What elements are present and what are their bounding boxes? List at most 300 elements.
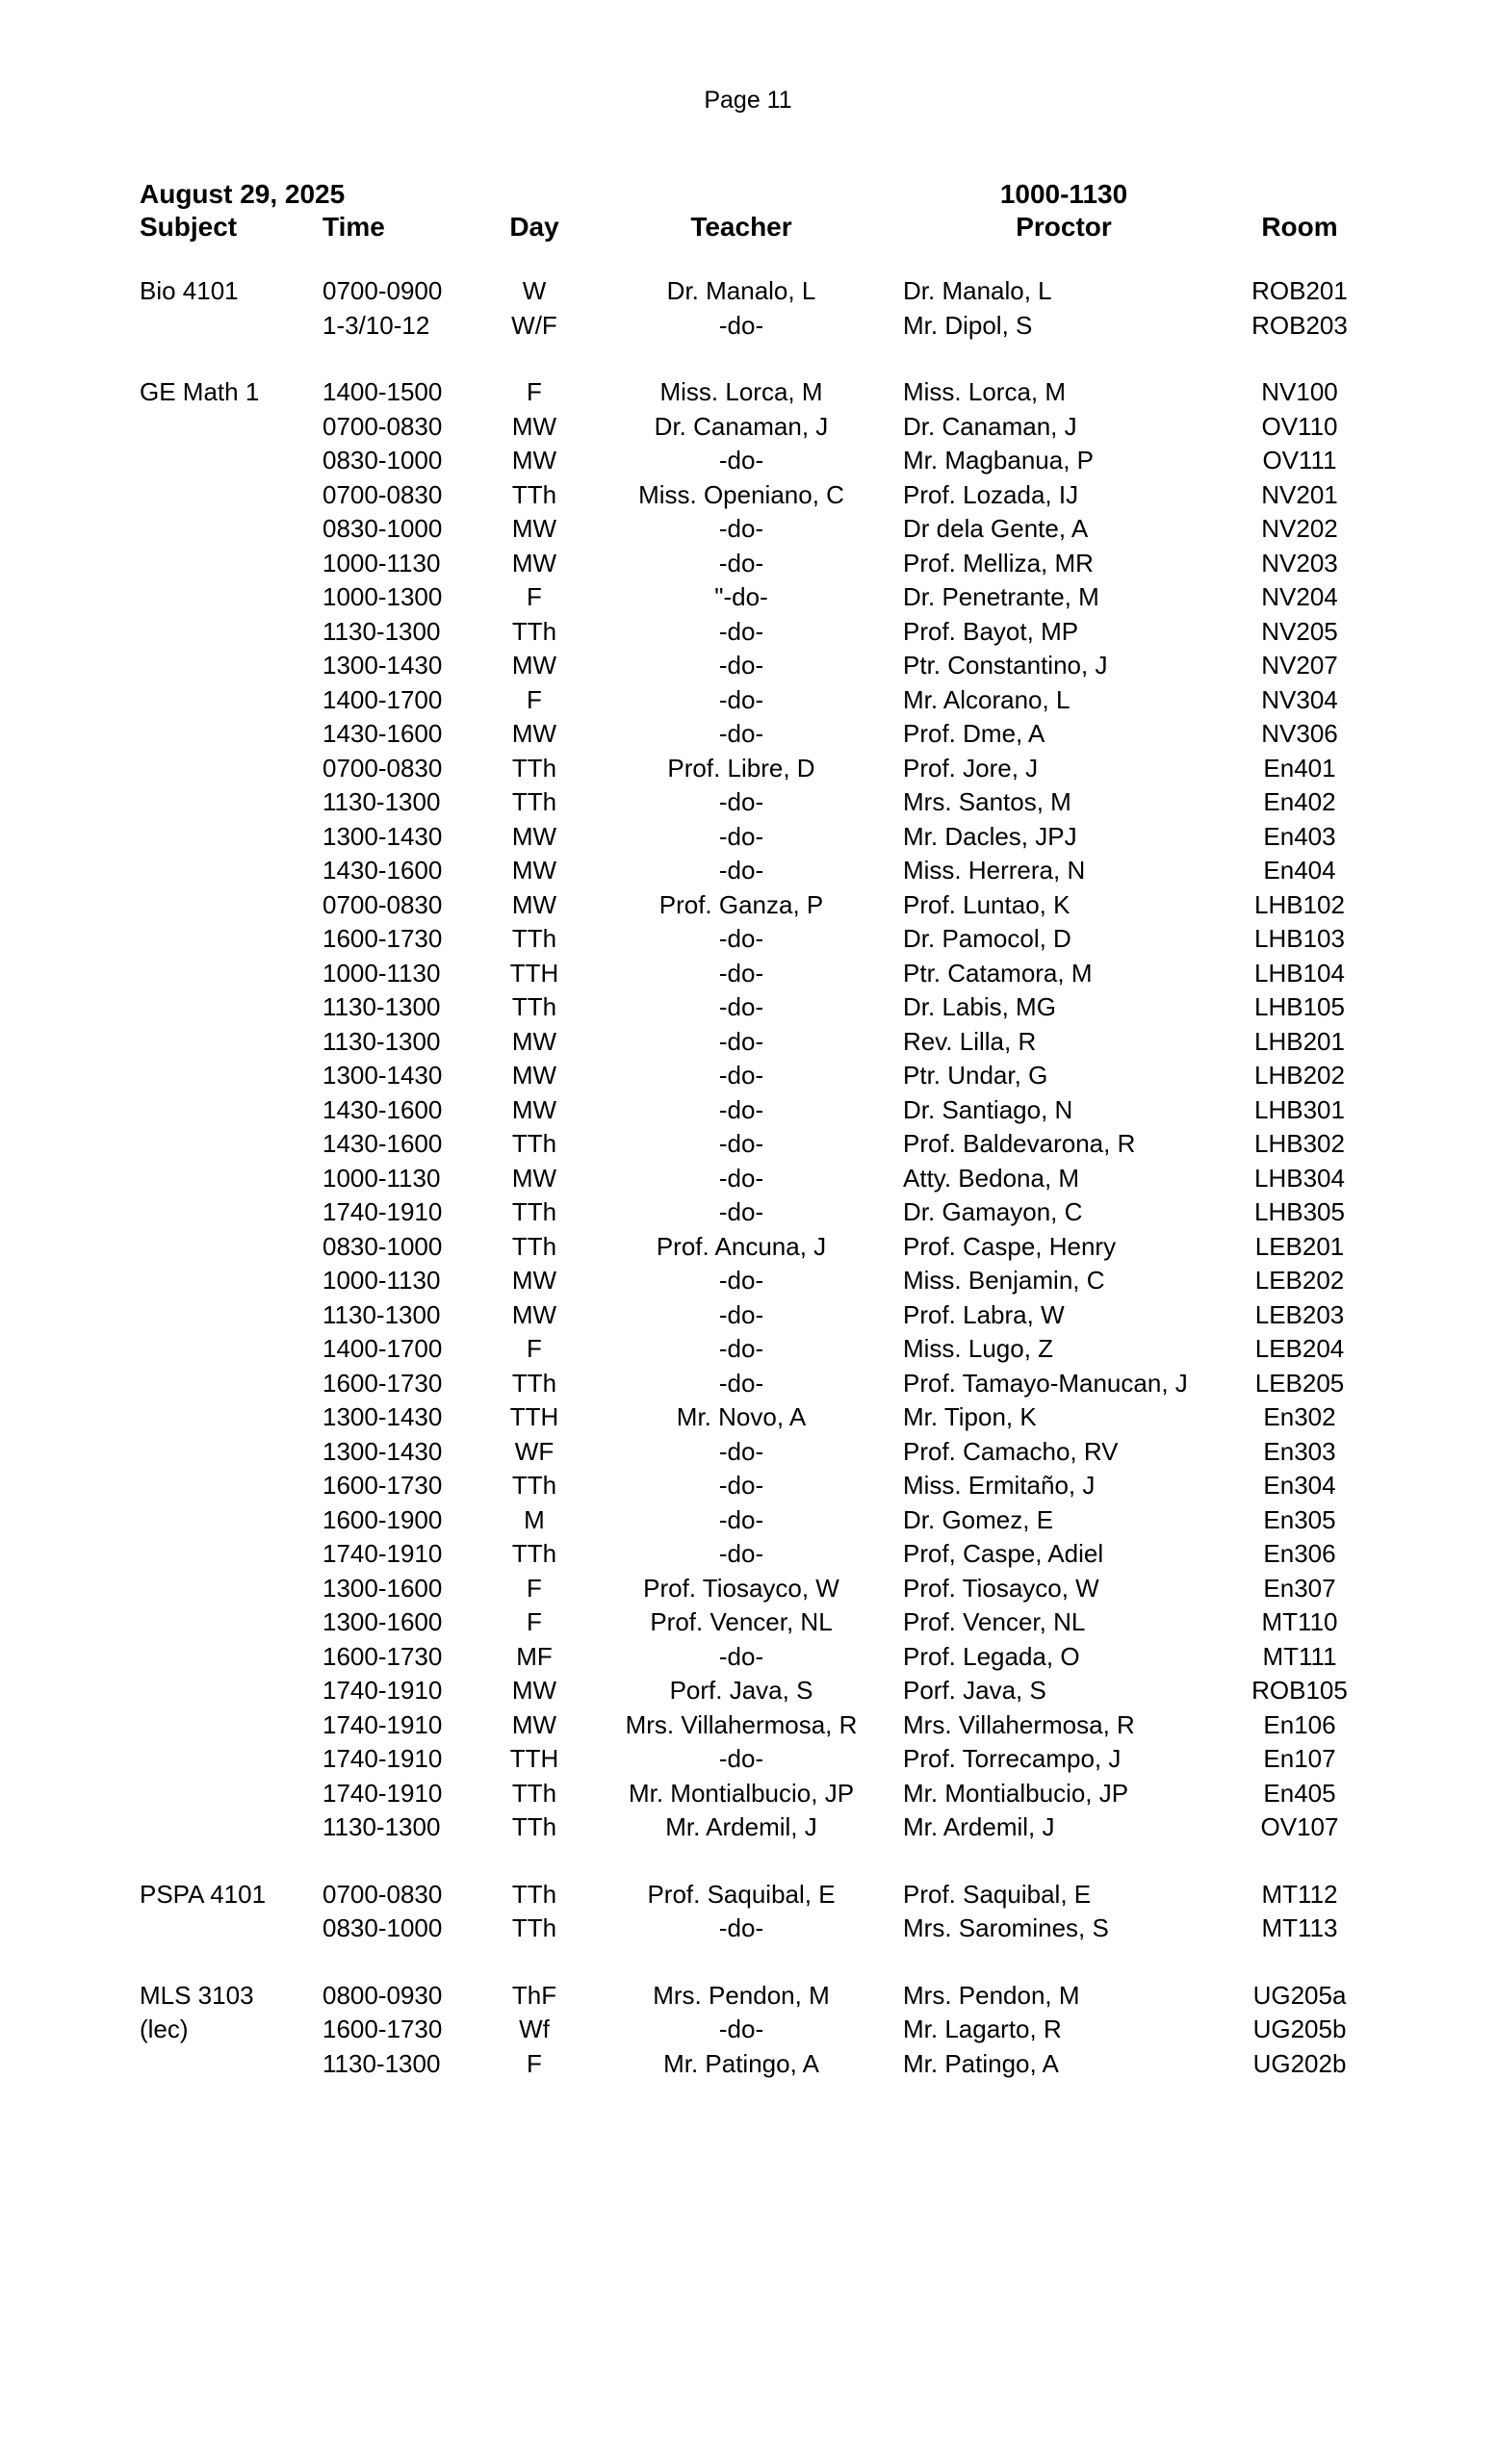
cell-teacher: -do- [718, 1436, 764, 1466]
table-row [0, 682, 1496, 717]
cell-day: TTh [511, 1231, 557, 1261]
cell-subject: MLS 3103 [140, 1980, 254, 2010]
cell-teacher: Porf. Java, S [669, 1676, 813, 1705]
cell-teacher: Miss. Lorca, M [659, 377, 823, 406]
cell-proctor: Mr. Lagarto, R [903, 2015, 1062, 2043]
cell-teacher: Mr. Novo, A [676, 1402, 807, 1431]
table-row [0, 956, 1496, 990]
table-row [0, 784, 1496, 819]
cell-teacher: Mr. Patingo, A [663, 2048, 819, 2078]
cell-proctor: Miss. Herrera, N [903, 856, 1086, 885]
cell-time: 1130-1300 [322, 2048, 441, 2078]
cell-time: 0830-1000 [322, 514, 443, 543]
cell-proctor: Mrs. Villahermosa, R [903, 1709, 1135, 1739]
cell-day: MW [511, 719, 557, 748]
cell-teacher: -do- [718, 1334, 764, 1363]
cell-proctor: Prof. Legada, O [903, 1641, 1080, 1671]
cell-time: 1300-1430 [322, 1061, 443, 1090]
cell-subject: (lec) [140, 2015, 189, 2043]
cell-day: MW [511, 1094, 557, 1124]
cell-time: 1300-1600 [322, 1573, 443, 1603]
cell-room: LHB104 [1254, 958, 1345, 988]
table-row [0, 1536, 1496, 1571]
cell-day: TTh [511, 1539, 557, 1568]
cell-day: TTh [511, 1879, 557, 1909]
cell-room: LHB201 [1254, 1026, 1345, 1056]
cell-day: MW [511, 411, 557, 441]
cell-time: 0700-0900 [322, 276, 443, 305]
cell-day: TTH [509, 1402, 559, 1431]
schedule-header [0, 0, 1496, 250]
cell-time: 0830-1000 [322, 1913, 443, 1942]
cell-teacher: Prof. Ancuna, J [656, 1231, 827, 1261]
cell-time: 1300-1430 [322, 1402, 443, 1431]
cell-day: MF [516, 1641, 553, 1671]
cell-teacher: -do- [718, 1061, 764, 1090]
cell-day: F [527, 377, 542, 406]
cell-day: TTH [509, 1744, 559, 1773]
schedule-table [0, 273, 1496, 2080]
cell-time: 0700-0830 [322, 411, 443, 441]
cell-proctor: Prof. Vencer, NL [903, 1607, 1086, 1636]
cell-room: ROB203 [1251, 310, 1348, 340]
cell-time: 1000-1130 [322, 958, 441, 988]
cell-day: TTh [511, 1129, 557, 1158]
table-row [0, 1604, 1496, 1639]
cell-room: En106 [1263, 1709, 1336, 1739]
cell-day: MW [511, 1299, 557, 1329]
table-row [0, 1092, 1496, 1127]
table-row [0, 374, 1496, 409]
cell-subject: Bio 4101 [140, 276, 239, 305]
cell-teacher: Prof. Libre, D [667, 753, 815, 783]
table-row [0, 716, 1496, 751]
cell-room: NV203 [1261, 548, 1338, 578]
table-row [0, 443, 1496, 477]
cell-teacher: Dr. Manalo, L [666, 276, 816, 305]
table-row [0, 1297, 1496, 1332]
cell-day: F [527, 1334, 542, 1363]
cell-time: 1130-1300 [322, 616, 441, 646]
cell-room: MT113 [1261, 1913, 1338, 1942]
cell-day: F [527, 2048, 542, 2078]
cell-room: LEB204 [1254, 1334, 1345, 1363]
cell-proctor: Dr. Gomez, E [903, 1504, 1054, 1534]
cell-day: MW [511, 821, 557, 851]
cell-day: W [522, 276, 547, 305]
table-row [0, 1024, 1496, 1059]
cell-room: NV201 [1261, 479, 1338, 509]
table-row [0, 1399, 1496, 1434]
cell-teacher: Prof. Saquibal, E [647, 1879, 836, 1909]
cell-teacher: -do- [718, 1266, 764, 1295]
cell-room: OV110 [1261, 411, 1338, 441]
cell-time: 1740-1910 [322, 1778, 443, 1808]
cell-proctor: Prof. Lozada, IJ [903, 479, 1079, 509]
cell-room: En401 [1263, 753, 1336, 783]
cell-room: En305 [1263, 1504, 1336, 1534]
table-row [0, 579, 1496, 614]
cell-teacher: -do- [718, 1504, 764, 1534]
cell-proctor: Porf. Java, S [903, 1676, 1046, 1705]
cell-time: 1740-1910 [322, 1676, 443, 1705]
cell-proctor: Dr. Labis, MG [903, 992, 1056, 1021]
cell-room: En307 [1263, 1573, 1336, 1603]
cell-proctor: Dr. Santiago, N [903, 1094, 1073, 1124]
cell-teacher: -do- [718, 1641, 764, 1671]
table-row [0, 1263, 1496, 1297]
cell-time: 1600-1730 [322, 1368, 443, 1398]
cell-proctor: Prof. Torrecampo, J [903, 1744, 1122, 1773]
cell-time: 1600-1730 [322, 2015, 443, 2043]
cell-proctor: Ptr. Catamora, M [903, 958, 1093, 988]
cell-teacher: -do- [718, 684, 764, 714]
cell-time: 1430-1600 [322, 1094, 443, 1124]
cell-room: NV207 [1261, 651, 1338, 680]
cell-room: NV202 [1261, 514, 1338, 543]
table-row [0, 1434, 1496, 1469]
cell-day: MW [511, 548, 557, 578]
cell-day: TTh [511, 1778, 557, 1808]
cell-time: 1600-1730 [322, 924, 443, 953]
table-row [0, 546, 1496, 580]
cell-time: 1130-1300 [322, 1026, 441, 1056]
table-row [0, 853, 1496, 887]
table-row [0, 477, 1496, 512]
cell-room: En107 [1263, 1744, 1336, 1773]
cell-room: LHB103 [1254, 924, 1345, 953]
cell-room: ROB201 [1251, 276, 1348, 305]
cell-teacher: -do- [718, 651, 764, 680]
cell-time: 1600-1730 [322, 1471, 443, 1500]
cell-proctor: Mrs. Pendon, M [903, 1980, 1080, 2010]
table-row [0, 1776, 1496, 1810]
cell-time: 1300-1430 [322, 1436, 443, 1466]
column-header-time: Time [322, 212, 385, 242]
cell-teacher: -do- [718, 1471, 764, 1500]
table-row [0, 1468, 1496, 1502]
cell-proctor: Prof, Caspe, Adiel [903, 1539, 1104, 1568]
cell-day: MW [511, 651, 557, 680]
cell-proctor: Mrs. Saromines, S [903, 1913, 1109, 1942]
cell-time: 1300-1600 [322, 1607, 443, 1636]
exam-date: August 29, 2025 [140, 179, 346, 209]
cell-time: 1740-1910 [322, 1744, 443, 1773]
cell-time: 1430-1600 [322, 856, 443, 885]
cell-teacher: -do- [718, 446, 764, 475]
cell-time: 0800-0930 [322, 1980, 443, 2010]
cell-time: 1130-1300 [322, 787, 441, 816]
column-header-room: Room [1261, 212, 1338, 242]
cell-teacher: -do- [718, 787, 764, 816]
table-row [0, 1707, 1496, 1742]
page-number: Page 11 [704, 87, 792, 114]
cell-teacher: -do- [718, 992, 764, 1021]
column-header-day: Day [509, 212, 559, 242]
cell-teacher: Prof. Tiosayco, W [643, 1573, 839, 1603]
cell-room: LHB102 [1254, 889, 1345, 919]
cell-time: 1300-1430 [322, 651, 443, 680]
table-row [0, 308, 1496, 343]
cell-teacher: Mrs. Pendon, M [653, 1980, 830, 2010]
cell-room: En303 [1263, 1436, 1336, 1466]
cell-time: 1000-1130 [322, 548, 441, 578]
cell-proctor: Prof. Dme, A [903, 719, 1045, 748]
cell-day: TTh [511, 787, 557, 816]
cell-day: TTh [511, 1368, 557, 1398]
table-row [0, 1366, 1496, 1400]
cell-time: 1600-1730 [322, 1641, 443, 1671]
cell-time: 1300-1430 [322, 821, 443, 851]
cell-day: F [527, 1607, 542, 1636]
cell-teacher: -do- [718, 958, 764, 988]
table-row [0, 648, 1496, 682]
cell-time: 0830-1000 [322, 446, 443, 475]
cell-proctor: Mr. Montialbucio, JP [903, 1778, 1129, 1808]
cell-day: MW [511, 1709, 557, 1739]
cell-teacher: Prof. Vencer, NL [650, 1607, 833, 1636]
cell-proctor: Mrs. Santos, M [903, 787, 1071, 816]
cell-time: 0700-0830 [322, 889, 443, 919]
cell-proctor: Prof. Camacho, RV [903, 1436, 1119, 1466]
cell-proctor: Prof. Jore, J [903, 753, 1039, 783]
cell-day: MW [511, 1163, 557, 1193]
cell-room: En306 [1263, 1539, 1336, 1568]
cell-day: MW [511, 856, 557, 885]
cell-proctor: Prof. Melliza, MR [903, 548, 1094, 578]
cell-room: En302 [1263, 1402, 1336, 1431]
column-header-teacher: Teacher [690, 212, 792, 242]
cell-day: TTh [511, 1812, 557, 1841]
cell-room: MT110 [1261, 1607, 1338, 1636]
cell-teacher: -do- [718, 2015, 764, 2043]
exam-time-slot: 1000-1130 [999, 179, 1128, 209]
table-row [0, 1161, 1496, 1195]
cell-time: 1130-1300 [322, 992, 441, 1021]
cell-room: NV304 [1261, 684, 1338, 714]
table-row [0, 921, 1496, 956]
cell-day: TTH [509, 958, 559, 988]
cell-proctor: Mr. Tipon, K [903, 1402, 1037, 1431]
cell-proctor: Prof. Labra, W [903, 1299, 1065, 1329]
cell-teacher: -do- [718, 1368, 764, 1398]
cell-proctor: Dr. Canaman, J [903, 411, 1077, 441]
cell-room: NV205 [1261, 616, 1338, 646]
cell-room: LHB105 [1254, 992, 1345, 1021]
cell-teacher: -do- [718, 1744, 764, 1773]
cell-proctor: Rev. Lilla, R [903, 1026, 1037, 1056]
cell-room: UG202b [1252, 2048, 1347, 2078]
table-row [0, 1194, 1496, 1229]
cell-time: 0830-1000 [322, 1231, 443, 1261]
table-row [0, 2012, 1496, 2046]
cell-time: 1400-1500 [322, 377, 443, 406]
cell-proctor: Prof. Tamayo-Manucan, J [903, 1368, 1188, 1398]
column-header-subject: Subject [140, 212, 238, 242]
cell-teacher: -do- [718, 856, 764, 885]
table-row [0, 511, 1496, 546]
cell-room: LEB201 [1254, 1231, 1345, 1261]
cell-room: UG205b [1252, 2015, 1347, 2043]
table-row [0, 409, 1496, 444]
cell-room: En403 [1263, 821, 1336, 851]
cell-time: 1-3/10-12 [322, 310, 430, 340]
cell-room: LHB301 [1254, 1094, 1345, 1124]
cell-day: TTh [511, 992, 557, 1021]
cell-time: 0700-0830 [322, 753, 443, 783]
table-row [0, 751, 1496, 785]
cell-room: En404 [1263, 856, 1336, 885]
cell-day: MW [511, 1061, 557, 1090]
cell-room: En402 [1263, 787, 1336, 816]
cell-teacher: Mr. Ardemil, J [665, 1812, 817, 1841]
cell-teacher: -do- [718, 1129, 764, 1158]
cell-teacher: -do- [718, 821, 764, 851]
cell-teacher: -do- [718, 719, 764, 748]
cell-teacher: -do- [718, 1163, 764, 1193]
cell-room: MT111 [1262, 1641, 1337, 1671]
cell-proctor: Ptr. Constantino, J [903, 651, 1108, 680]
table-row [0, 1911, 1496, 1945]
cell-day: ThF [511, 1980, 557, 2010]
cell-teacher: -do- [718, 1026, 764, 1056]
cell-day: TTh [511, 1471, 557, 1500]
cell-proctor: Mr. Alcorano, L [903, 684, 1070, 714]
cell-day: WF [514, 1436, 555, 1466]
cell-room: OV107 [1260, 1812, 1339, 1841]
table-row [0, 887, 1496, 922]
table-row [0, 273, 1496, 308]
cell-day: F [527, 1573, 542, 1603]
cell-room: OV111 [1262, 446, 1337, 475]
cell-proctor: Miss. Lorca, M [903, 377, 1067, 406]
cell-teacher: Mrs. Villahermosa, R [625, 1709, 858, 1739]
cell-proctor: Atty. Bedona, M [903, 1163, 1080, 1193]
column-header-proctor: Proctor [1016, 212, 1112, 242]
cell-room: LHB302 [1254, 1129, 1345, 1158]
cell-teacher: -do- [718, 616, 764, 646]
table-row [0, 1639, 1496, 1674]
table-row [0, 1229, 1496, 1264]
cell-time: 1430-1600 [322, 719, 443, 748]
cell-day: TTh [511, 1197, 557, 1226]
cell-teacher: Mr. Montialbucio, JP [628, 1778, 855, 1808]
cell-teacher: Dr. Canaman, J [654, 411, 829, 441]
table-row [0, 989, 1496, 1024]
cell-day: MW [511, 446, 557, 475]
cell-room: NV204 [1261, 582, 1338, 611]
cell-day: TTh [511, 753, 557, 783]
cell-day: Wf [519, 2015, 550, 2043]
cell-time: 1740-1910 [322, 1539, 443, 1568]
table-row [0, 1502, 1496, 1537]
cell-proctor: Miss. Benjamin, C [903, 1266, 1105, 1295]
cell-proctor: Prof. Tiosayco, W [903, 1573, 1099, 1603]
cell-proctor: Prof. Baldevarona, R [903, 1129, 1136, 1158]
cell-room: En405 [1263, 1778, 1336, 1808]
cell-time: 1600-1900 [322, 1504, 443, 1534]
cell-day: TTh [511, 616, 557, 646]
cell-proctor: Dr dela Gente, A [903, 514, 1089, 543]
table-row [0, 1126, 1496, 1161]
cell-time: 1400-1700 [322, 1334, 443, 1363]
table-row [0, 614, 1496, 649]
cell-proctor: Mr. Magbanua, P [903, 446, 1094, 475]
cell-teacher: Miss. Openiano, C [638, 479, 844, 509]
cell-teacher: -do- [718, 1197, 764, 1226]
cell-time: 1130-1300 [322, 1812, 441, 1841]
cell-time: 1000-1130 [322, 1163, 441, 1193]
cell-time: 0700-0830 [322, 1879, 443, 1909]
table-row [0, 1058, 1496, 1092]
cell-room: ROB105 [1251, 1676, 1348, 1705]
cell-teacher: -do- [718, 514, 764, 543]
cell-subject: PSPA 4101 [140, 1879, 267, 1909]
cell-day: TTh [511, 479, 557, 509]
cell-time: 1740-1910 [322, 1197, 443, 1226]
cell-teacher: -do- [718, 1913, 764, 1942]
cell-proctor: Mr. Dacles, JPJ [903, 821, 1077, 851]
cell-time: 1000-1130 [322, 1266, 441, 1295]
cell-room: NV306 [1261, 719, 1338, 748]
cell-teacher: -do- [718, 548, 764, 578]
cell-proctor: Miss. Lugo, Z [903, 1334, 1054, 1363]
cell-day: M [524, 1504, 545, 1534]
cell-day: TTh [511, 1913, 557, 1942]
cell-room: MT112 [1261, 1879, 1338, 1909]
cell-day: MW [511, 1026, 557, 1056]
cell-proctor: Prof. Caspe, Henry [903, 1231, 1117, 1261]
table-row [0, 1571, 1496, 1605]
cell-teacher: -do- [718, 1539, 764, 1568]
cell-proctor: Mr. Patingo, A [903, 2048, 1059, 2078]
cell-proctor: Prof. Saquibal, E [903, 1879, 1092, 1909]
cell-subject: GE Math 1 [140, 377, 260, 406]
cell-teacher: -do- [718, 924, 764, 953]
cell-proctor: Dr. Pamocol, D [903, 924, 1071, 953]
cell-time: 0700-0830 [322, 479, 443, 509]
table-row [0, 1673, 1496, 1707]
cell-teacher: "-do- [714, 582, 768, 611]
cell-room: LEB203 [1254, 1299, 1345, 1329]
cell-day: MW [511, 1266, 557, 1295]
table-row [0, 1331, 1496, 1366]
cell-time: 1130-1300 [322, 1299, 441, 1329]
cell-day: MW [511, 1676, 557, 1705]
table-row [0, 1877, 1496, 1912]
cell-room: NV100 [1261, 377, 1338, 406]
table-row [0, 819, 1496, 854]
cell-proctor: Mr. Ardemil, J [903, 1812, 1055, 1841]
cell-day: MW [511, 514, 557, 543]
cell-teacher: Prof. Ganza, P [658, 889, 824, 919]
cell-room: UG205a [1252, 1980, 1347, 2010]
cell-day: F [527, 684, 542, 714]
cell-room: LEB205 [1254, 1368, 1345, 1398]
cell-room: LHB305 [1254, 1197, 1345, 1226]
cell-teacher: -do- [718, 1094, 764, 1124]
table-row [0, 2046, 1496, 2081]
cell-teacher: -do- [718, 1299, 764, 1329]
cell-teacher: -do- [718, 310, 764, 340]
cell-day: F [527, 582, 542, 611]
cell-room: En304 [1263, 1471, 1336, 1500]
cell-time: 1400-1700 [322, 684, 443, 714]
cell-room: LHB202 [1254, 1061, 1345, 1090]
table-row [0, 1810, 1496, 1844]
cell-room: LHB304 [1254, 1163, 1345, 1193]
cell-time: 1430-1600 [322, 1129, 443, 1158]
